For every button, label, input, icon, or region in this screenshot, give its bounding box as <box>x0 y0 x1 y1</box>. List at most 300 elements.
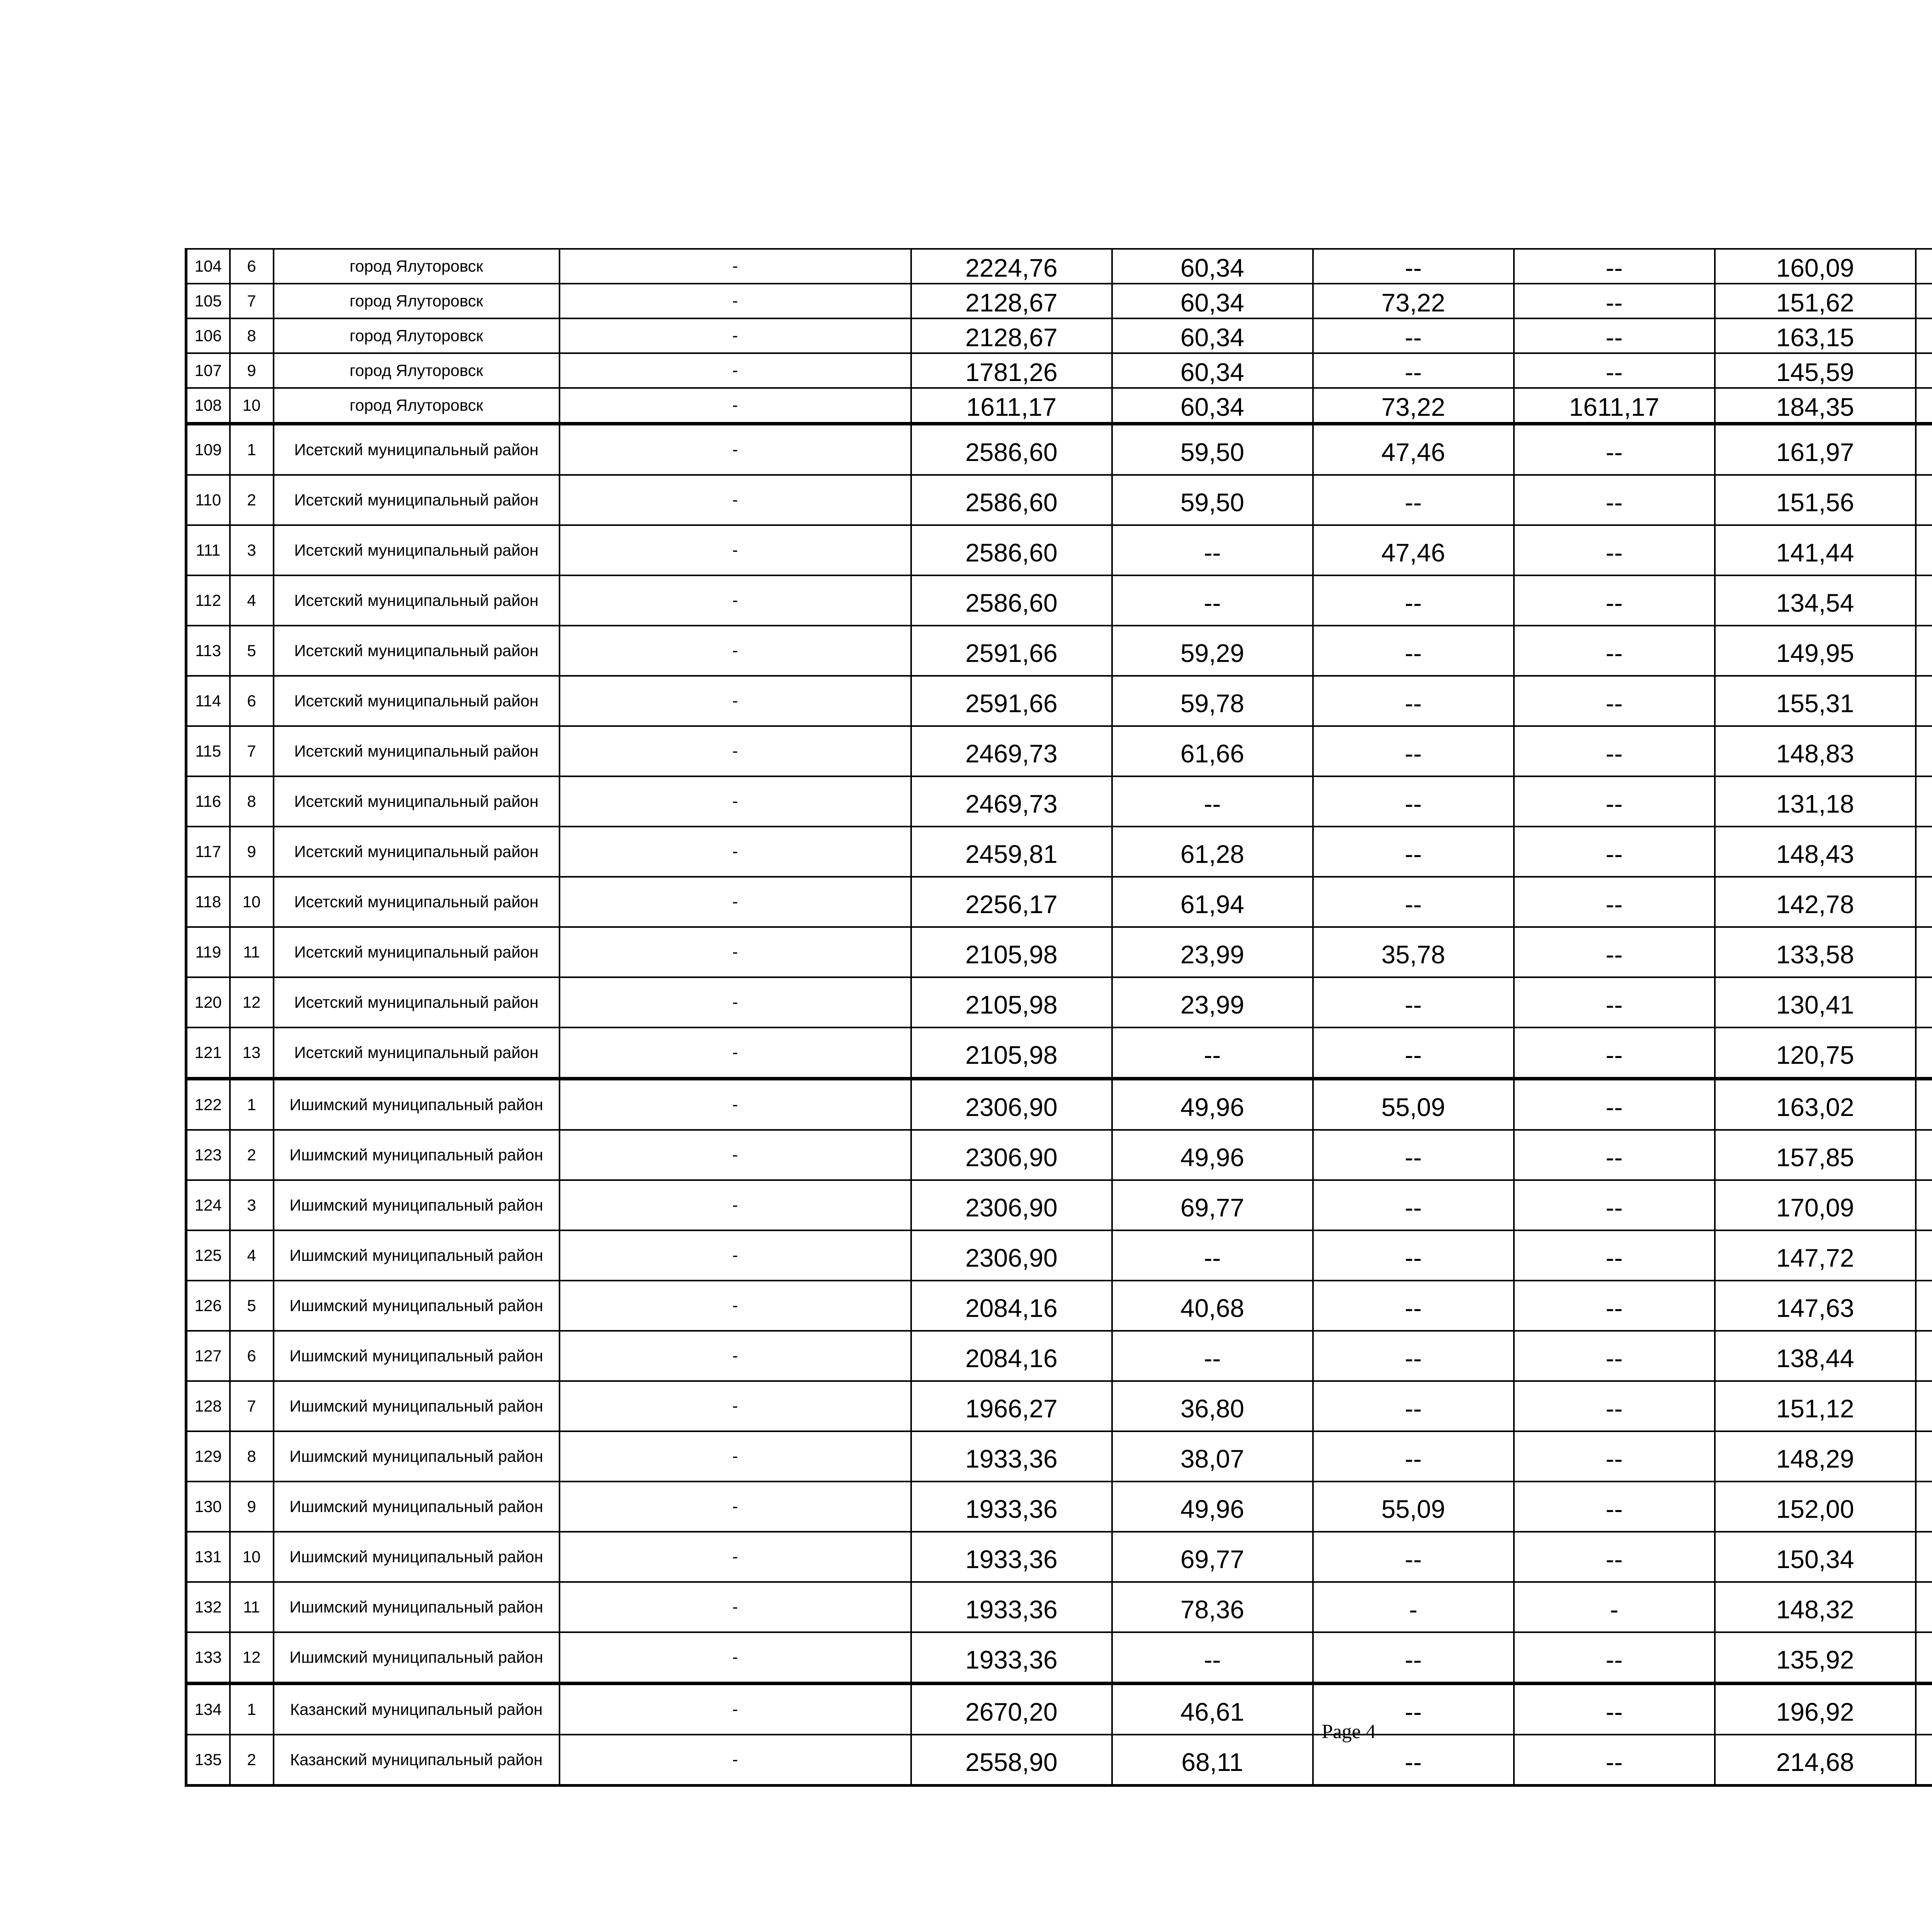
dash-cell: - <box>560 1027 911 1079</box>
value-cell-5: 151,56 <box>1715 475 1916 525</box>
row-number-cell: 104 <box>186 249 230 284</box>
dash-cell: - <box>560 1632 911 1684</box>
row-number-cell: 117 <box>186 827 230 877</box>
index-cell: 10 <box>230 388 274 424</box>
value-cell-6 <box>1916 1027 1932 1079</box>
value-cell-1: 2469,73 <box>911 726 1112 776</box>
value-cell-6 <box>1916 877 1932 927</box>
table-row <box>186 1482 1932 1532</box>
row-number-cell: 107 <box>186 353 230 388</box>
value-cell-1: 2306,90 <box>911 1180 1112 1230</box>
district-name-cell: Исетский муниципальный район <box>274 475 560 525</box>
value-cell-6 <box>1916 575 1932 626</box>
value-cell-1: 1933,36 <box>911 1532 1112 1582</box>
value-cell-2: 38,07 <box>1112 1431 1313 1482</box>
value-cell-4: -- <box>1514 424 1715 475</box>
value-cell-5: 163,15 <box>1715 318 1916 353</box>
value-cell-1: 2591,66 <box>911 676 1112 726</box>
row-number-cell: 106 <box>186 318 230 353</box>
value-cell-3: 47,46 <box>1313 424 1514 475</box>
index-cell: 4 <box>230 575 274 626</box>
value-cell-4: -- <box>1514 284 1715 318</box>
value-cell-2: 60,34 <box>1112 284 1313 318</box>
value-cell-5: 148,43 <box>1715 827 1916 877</box>
district-name-cell: Ишимский муниципальный район <box>274 1079 560 1130</box>
table-row <box>186 318 1932 353</box>
row-number-cell: 121 <box>186 1027 230 1079</box>
value-cell-3: -- <box>1313 1632 1514 1684</box>
value-cell-2: 23,99 <box>1112 977 1313 1027</box>
value-cell-2: 61,28 <box>1112 827 1313 877</box>
district-name-cell: Ишимский муниципальный район <box>274 1130 560 1180</box>
value-cell-2: -- <box>1112 575 1313 626</box>
dash-cell: - <box>560 1582 911 1632</box>
dash-cell: - <box>560 1079 911 1130</box>
value-cell-2: 61,94 <box>1112 877 1313 927</box>
value-cell-2: -- <box>1112 776 1313 827</box>
value-cell-2: 60,34 <box>1112 249 1313 284</box>
district-name-cell: Ишимский муниципальный район <box>274 1381 560 1431</box>
value-cell-2: 49,96 <box>1112 1130 1313 1180</box>
district-name-cell: Ишимский муниципальный район <box>274 1281 560 1331</box>
district-name-cell: город Ялуторовск <box>274 388 560 424</box>
dash-cell: - <box>560 1130 911 1180</box>
value-cell-5: 160,09 <box>1715 249 1916 284</box>
index-cell: 8 <box>230 776 274 827</box>
index-cell: 9 <box>230 1482 274 1532</box>
dash-cell: - <box>560 676 911 726</box>
index-cell: 6 <box>230 249 274 284</box>
dash-cell: - <box>560 575 911 626</box>
value-cell-3: -- <box>1313 977 1514 1027</box>
value-cell-4: 1611,17 <box>1514 388 1715 424</box>
value-cell-4: -- <box>1514 1130 1715 1180</box>
value-cell-1: 2558,90 <box>911 1735 1112 1786</box>
table-row <box>186 676 1932 726</box>
value-cell-5: 163,02 <box>1715 1079 1916 1130</box>
dash-cell: - <box>560 424 911 475</box>
value-cell-1: 2128,67 <box>911 318 1112 353</box>
value-cell-6 <box>1916 1281 1932 1331</box>
district-name-cell: Ишимский муниципальный район <box>274 1582 560 1632</box>
value-cell-5: 130,41 <box>1715 977 1916 1027</box>
value-cell-6 <box>1916 1331 1932 1381</box>
row-number-cell: 111 <box>186 525 230 575</box>
row-number-cell: 132 <box>186 1582 230 1632</box>
value-cell-2: 49,96 <box>1112 1079 1313 1130</box>
table-row <box>186 927 1932 977</box>
value-cell-2: 69,77 <box>1112 1532 1313 1582</box>
dash-cell: - <box>560 318 911 353</box>
value-cell-2: -- <box>1112 1331 1313 1381</box>
page-number: Page 4 <box>1321 1721 1376 1743</box>
value-cell-4: -- <box>1514 1684 1715 1735</box>
value-cell-4: -- <box>1514 977 1715 1027</box>
row-number-cell: 115 <box>186 726 230 776</box>
value-cell-5: 148,29 <box>1715 1431 1916 1482</box>
index-cell: 12 <box>230 1632 274 1684</box>
value-cell-6 <box>1916 525 1932 575</box>
value-cell-3: -- <box>1313 353 1514 388</box>
table-row <box>186 1331 1932 1381</box>
dash-cell: - <box>560 626 911 676</box>
value-cell-4: -- <box>1514 1632 1715 1684</box>
value-cell-2: 59,50 <box>1112 475 1313 525</box>
value-cell-4: -- <box>1514 1431 1715 1482</box>
index-cell: 9 <box>230 827 274 877</box>
value-cell-2: 60,34 <box>1112 353 1313 388</box>
index-cell: 1 <box>230 1079 274 1130</box>
value-cell-3: -- <box>1313 626 1514 676</box>
value-cell-5: 155,31 <box>1715 676 1916 726</box>
value-cell-6 <box>1916 388 1932 424</box>
value-cell-1: 2256,17 <box>911 877 1112 927</box>
district-name-cell: Казанский муниципальный район <box>274 1735 560 1786</box>
index-cell: 6 <box>230 1331 274 1381</box>
value-cell-4: -- <box>1514 1735 1715 1786</box>
value-cell-4: -- <box>1514 1482 1715 1532</box>
district-name-cell: Исетский муниципальный район <box>274 927 560 977</box>
index-cell: 5 <box>230 626 274 676</box>
value-cell-2: 61,66 <box>1112 726 1313 776</box>
value-cell-5: 135,92 <box>1715 1632 1916 1684</box>
table-row <box>186 1582 1932 1632</box>
value-cell-6 <box>1916 1079 1932 1130</box>
value-cell-2: 68,11 <box>1112 1735 1313 1786</box>
value-cell-3: 55,09 <box>1313 1079 1514 1130</box>
table-row <box>186 1079 1932 1130</box>
value-cell-2: 23,99 <box>1112 927 1313 977</box>
value-cell-6 <box>1916 1482 1932 1532</box>
value-cell-3: -- <box>1313 1431 1514 1482</box>
row-number-cell: 125 <box>186 1230 230 1281</box>
dash-cell: - <box>560 353 911 388</box>
value-cell-2: 36,80 <box>1112 1381 1313 1431</box>
row-number-cell: 120 <box>186 977 230 1027</box>
value-cell-3: 73,22 <box>1313 388 1514 424</box>
value-cell-2: 60,34 <box>1112 318 1313 353</box>
dash-cell: - <box>560 1331 911 1381</box>
value-cell-3: -- <box>1313 575 1514 626</box>
table-row <box>186 1027 1932 1079</box>
value-cell-1: 2591,66 <box>911 626 1112 676</box>
value-cell-4: -- <box>1514 1532 1715 1582</box>
district-name-cell: город Ялуторовск <box>274 284 560 318</box>
value-cell-2: -- <box>1112 1230 1313 1281</box>
value-cell-1: 2670,20 <box>911 1684 1112 1735</box>
value-cell-5: 214,68 <box>1715 1735 1916 1786</box>
district-name-cell: Исетский муниципальный район <box>274 676 560 726</box>
dash-cell: - <box>560 1532 911 1582</box>
index-cell: 7 <box>230 1381 274 1431</box>
table-row <box>186 626 1932 676</box>
value-cell-6 <box>1916 827 1932 877</box>
row-number-cell: 127 <box>186 1331 230 1381</box>
value-cell-3: -- <box>1313 1130 1514 1180</box>
value-cell-3: -- <box>1313 1532 1514 1582</box>
value-cell-3: -- <box>1313 318 1514 353</box>
value-cell-1: 2084,16 <box>911 1331 1112 1381</box>
value-cell-4: -- <box>1514 776 1715 827</box>
table-row <box>186 827 1932 877</box>
index-cell: 8 <box>230 318 274 353</box>
value-cell-5: 184,35 <box>1715 388 1916 424</box>
value-cell-2: 59,29 <box>1112 626 1313 676</box>
table-row <box>186 575 1932 626</box>
dash-cell: - <box>560 284 911 318</box>
value-cell-2: 59,78 <box>1112 676 1313 726</box>
value-cell-6 <box>1916 676 1932 726</box>
table-row <box>186 1180 1932 1230</box>
value-cell-1: 2459,81 <box>911 827 1112 877</box>
value-cell-1: 2105,98 <box>911 1027 1112 1079</box>
row-number-cell: 116 <box>186 776 230 827</box>
value-cell-3: -- <box>1313 1027 1514 1079</box>
value-cell-3: -- <box>1313 1230 1514 1281</box>
value-cell-5: 147,72 <box>1715 1230 1916 1281</box>
table-row <box>186 1230 1932 1281</box>
dash-cell: - <box>560 1684 911 1735</box>
value-cell-1: 2105,98 <box>911 977 1112 1027</box>
value-cell-2: 49,96 <box>1112 1482 1313 1532</box>
district-name-cell: город Ялуторовск <box>274 249 560 284</box>
table-row <box>186 1532 1932 1582</box>
value-cell-5: 138,44 <box>1715 1331 1916 1381</box>
value-cell-5: 133,58 <box>1715 927 1916 977</box>
value-cell-5: 141,44 <box>1715 525 1916 575</box>
value-cell-1: 1933,36 <box>911 1632 1112 1684</box>
dash-cell: - <box>560 388 911 424</box>
table-row <box>186 1281 1932 1331</box>
index-cell: 10 <box>230 877 274 927</box>
value-cell-6 <box>1916 1381 1932 1431</box>
value-cell-6 <box>1916 318 1932 353</box>
dash-cell: - <box>560 475 911 525</box>
value-cell-2: 78,36 <box>1112 1582 1313 1632</box>
value-cell-4: -- <box>1514 1331 1715 1381</box>
value-cell-6 <box>1916 1431 1932 1482</box>
value-cell-3: -- <box>1313 1735 1514 1786</box>
value-cell-4: -- <box>1514 626 1715 676</box>
table-row <box>186 1130 1932 1180</box>
value-cell-6 <box>1916 1130 1932 1180</box>
row-number-cell: 110 <box>186 475 230 525</box>
district-name-cell: город Ялуторовск <box>274 318 560 353</box>
row-number-cell: 126 <box>186 1281 230 1331</box>
table-row <box>186 525 1932 575</box>
row-number-cell: 135 <box>186 1735 230 1786</box>
value-cell-3: 47,46 <box>1313 525 1514 575</box>
table-row <box>186 353 1932 388</box>
value-cell-4: -- <box>1514 475 1715 525</box>
row-number-cell: 123 <box>186 1130 230 1180</box>
value-cell-2: -- <box>1112 1632 1313 1684</box>
index-cell: 11 <box>230 1582 274 1632</box>
value-cell-6 <box>1916 1632 1932 1684</box>
table-row <box>186 475 1932 525</box>
district-name-cell: Ишимский муниципальный район <box>274 1230 560 1281</box>
index-cell: 7 <box>230 284 274 318</box>
row-number-cell: 105 <box>186 284 230 318</box>
district-name-cell: Исетский муниципальный район <box>274 626 560 676</box>
row-number-cell: 114 <box>186 676 230 726</box>
index-cell: 4 <box>230 1230 274 1281</box>
value-cell-2: -- <box>1112 525 1313 575</box>
table-row <box>186 424 1932 475</box>
district-name-cell: Исетский муниципальный район <box>274 877 560 927</box>
district-name-cell: Исетский муниципальный район <box>274 525 560 575</box>
table-row <box>186 1431 1932 1482</box>
value-cell-4: -- <box>1514 525 1715 575</box>
value-cell-6 <box>1916 1230 1932 1281</box>
value-cell-1: 1781,26 <box>911 353 1112 388</box>
value-cell-4: -- <box>1514 1180 1715 1230</box>
district-name-cell: Исетский муниципальный район <box>274 726 560 776</box>
dash-cell: - <box>560 1281 911 1331</box>
district-name-cell: Ишимский муниципальный район <box>274 1632 560 1684</box>
row-number-cell: 108 <box>186 388 230 424</box>
value-cell-4: -- <box>1514 827 1715 877</box>
index-cell: 11 <box>230 927 274 977</box>
district-name-cell: город Ялуторовск <box>274 353 560 388</box>
dash-cell: - <box>560 1381 911 1431</box>
value-cell-5: 151,12 <box>1715 1381 1916 1431</box>
row-number-cell: 133 <box>186 1632 230 1684</box>
row-number-cell: 129 <box>186 1431 230 1482</box>
value-cell-4: -- <box>1514 318 1715 353</box>
index-cell: 2 <box>230 1735 274 1786</box>
district-name-cell: Исетский муниципальный район <box>274 424 560 475</box>
row-number-cell: 109 <box>186 424 230 475</box>
dash-cell: - <box>560 1482 911 1532</box>
index-cell: 8 <box>230 1431 274 1482</box>
value-cell-1: 2306,90 <box>911 1130 1112 1180</box>
index-cell: 2 <box>230 1130 274 1180</box>
value-cell-5: 161,97 <box>1715 424 1916 475</box>
value-cell-5: 149,95 <box>1715 626 1916 676</box>
value-cell-6 <box>1916 475 1932 525</box>
value-cell-2: 69,77 <box>1112 1180 1313 1230</box>
value-cell-5: 170,09 <box>1715 1180 1916 1230</box>
district-name-cell: Исетский муниципальный район <box>274 977 560 1027</box>
index-cell: 3 <box>230 525 274 575</box>
value-cell-1: 1933,36 <box>911 1431 1112 1482</box>
value-cell-1: 2105,98 <box>911 927 1112 977</box>
value-cell-6 <box>1916 249 1932 284</box>
value-cell-4: -- <box>1514 726 1715 776</box>
district-name-cell: Исетский муниципальный район <box>274 1027 560 1079</box>
value-cell-5: 120,75 <box>1715 1027 1916 1079</box>
row-number-cell: 122 <box>186 1079 230 1130</box>
index-cell: 5 <box>230 1281 274 1331</box>
value-cell-6 <box>1916 977 1932 1027</box>
dash-cell: - <box>560 927 911 977</box>
value-cell-2: 59,50 <box>1112 424 1313 475</box>
dash-cell: - <box>560 877 911 927</box>
value-cell-3: -- <box>1313 776 1514 827</box>
table-body <box>186 249 1932 1786</box>
value-cell-1: 2306,90 <box>911 1230 1112 1281</box>
value-cell-5: 196,92 <box>1715 1684 1916 1735</box>
row-number-cell: 112 <box>186 575 230 626</box>
value-cell-5: 157,85 <box>1715 1130 1916 1180</box>
value-cell-1: 2586,60 <box>911 525 1112 575</box>
table-row <box>186 776 1932 827</box>
value-cell-1: 2586,60 <box>911 424 1112 475</box>
value-cell-3: -- <box>1313 1331 1514 1381</box>
table-row <box>186 284 1932 318</box>
value-cell-4: -- <box>1514 676 1715 726</box>
index-cell: 7 <box>230 726 274 776</box>
district-name-cell: Исетский муниципальный район <box>274 575 560 626</box>
value-cell-5: 148,83 <box>1715 726 1916 776</box>
value-cell-3: -- <box>1313 676 1514 726</box>
value-cell-3: 73,22 <box>1313 284 1514 318</box>
value-cell-1: 1611,17 <box>911 388 1112 424</box>
district-name-cell: Казанский муниципальный район <box>274 1684 560 1735</box>
value-cell-4: -- <box>1514 575 1715 626</box>
index-cell: 9 <box>230 353 274 388</box>
value-cell-4: -- <box>1514 1230 1715 1281</box>
value-cell-4: -- <box>1514 1079 1715 1130</box>
value-cell-4: -- <box>1514 1281 1715 1331</box>
value-cell-4: -- <box>1514 877 1715 927</box>
index-cell: 13 <box>230 1027 274 1079</box>
value-cell-6 <box>1916 726 1932 776</box>
value-cell-6 <box>1916 353 1932 388</box>
value-cell-1: 2469,73 <box>911 776 1112 827</box>
value-cell-3: -- <box>1313 827 1514 877</box>
dash-cell: - <box>560 1230 911 1281</box>
index-cell: 12 <box>230 977 274 1027</box>
row-number-cell: 131 <box>186 1532 230 1582</box>
dash-cell: - <box>560 776 911 827</box>
value-cell-4: -- <box>1514 1027 1715 1079</box>
value-cell-6 <box>1916 1532 1932 1582</box>
district-name-cell: Исетский муниципальный район <box>274 776 560 827</box>
value-cell-1: 2586,60 <box>911 575 1112 626</box>
table-row <box>186 877 1932 927</box>
value-cell-1: 1966,27 <box>911 1381 1112 1431</box>
table-row <box>186 249 1932 284</box>
index-cell: 6 <box>230 676 274 726</box>
dash-cell: - <box>560 249 911 284</box>
value-cell-5: 152,00 <box>1715 1482 1916 1532</box>
value-cell-5: 148,32 <box>1715 1582 1916 1632</box>
table-row <box>186 977 1932 1027</box>
value-cell-1: 1933,36 <box>911 1482 1112 1532</box>
row-number-cell: 119 <box>186 927 230 977</box>
row-number-cell: 113 <box>186 626 230 676</box>
district-name-cell: Ишимский муниципальный район <box>274 1532 560 1582</box>
value-cell-1: 2084,16 <box>911 1281 1112 1331</box>
row-number-cell: 118 <box>186 877 230 927</box>
value-cell-1: 2586,60 <box>911 475 1112 525</box>
value-cell-3: -- <box>1313 1180 1514 1230</box>
index-cell: 3 <box>230 1180 274 1230</box>
value-cell-6 <box>1916 1582 1932 1632</box>
value-cell-5: 151,62 <box>1715 284 1916 318</box>
dash-cell: - <box>560 1180 911 1230</box>
value-cell-6 <box>1916 776 1932 827</box>
value-cell-6 <box>1916 626 1932 676</box>
value-cell-1: 1933,36 <box>911 1582 1112 1632</box>
value-cell-2: 60,34 <box>1112 388 1313 424</box>
dash-cell: - <box>560 977 911 1027</box>
value-cell-4: -- <box>1514 1381 1715 1431</box>
value-cell-3: -- <box>1313 249 1514 284</box>
row-number-cell: 134 <box>186 1684 230 1735</box>
